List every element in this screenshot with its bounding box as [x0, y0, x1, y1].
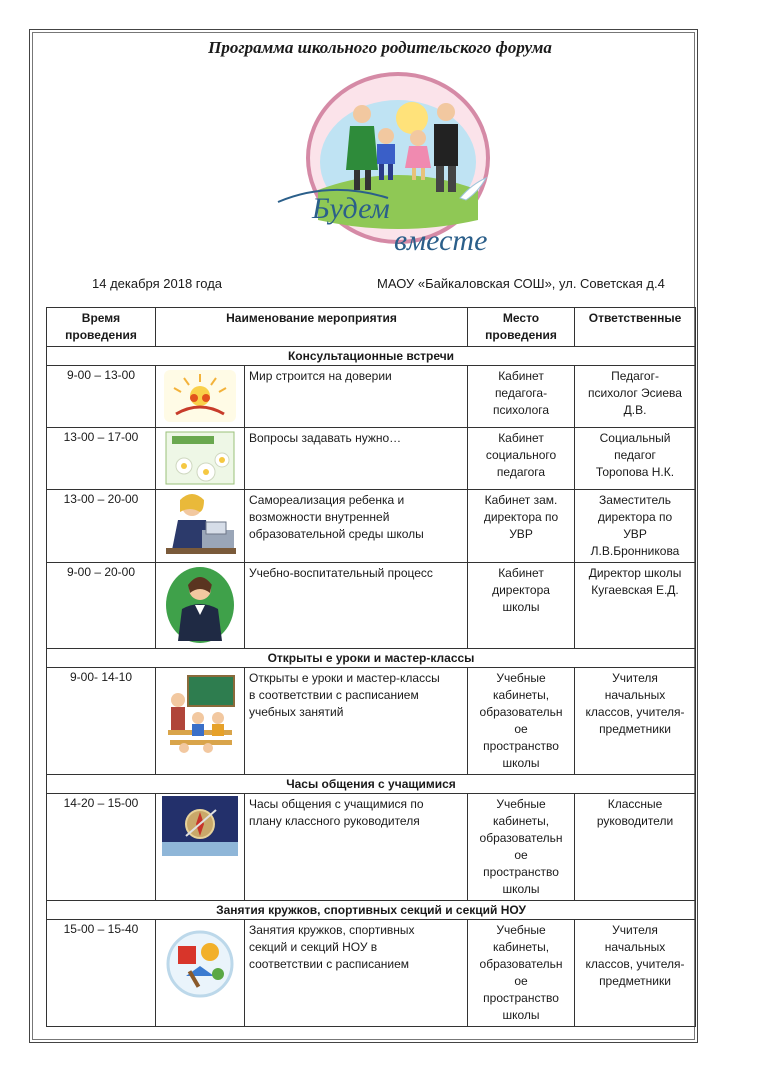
header-name: Наименование мероприятия: [156, 308, 468, 347]
row-event-name: Учебно-воспитательный процесс: [245, 563, 468, 649]
program-table: [46, 307, 696, 1027]
header-time: Время проведения: [47, 308, 156, 347]
row-responsible: Педагог- психолог Эсиева Д.В.: [575, 366, 696, 428]
row-time: 15-00 – 15-40: [47, 920, 156, 1027]
row-time: 9-00 – 13-00: [47, 366, 156, 428]
event-date: 14 декабря 2018 года: [92, 276, 223, 291]
row-place: Учебные кабинеты, образовательн ое пространство школы: [468, 920, 575, 1027]
hobby-items-image: [162, 922, 238, 998]
trust-emblem-image: [162, 368, 238, 424]
table-row: [47, 563, 696, 649]
row-event-name: Открыты е уроки и мастер-классы в соответствии с расписанием учебных занятий: [245, 668, 468, 775]
row-time: 14-20 – 15-00: [47, 794, 156, 901]
section-row: [47, 347, 696, 366]
section-row: [47, 649, 696, 668]
compass-globe-image: [162, 796, 238, 856]
table-row: [47, 668, 696, 775]
classroom-image: [162, 670, 238, 756]
director-portrait-image: [162, 565, 238, 645]
row-time: 9-00- 14-10: [47, 668, 156, 775]
row-place: Кабинет педагога- психолога: [468, 366, 575, 428]
table-row: [47, 920, 696, 1027]
row-responsible: Учителя начальных классов, учителя- предметники: [575, 668, 696, 775]
header-responsible: Ответственные: [575, 308, 696, 347]
table-row: [47, 366, 696, 428]
row-place: Учебные кабинеты, образовательн ое пространство школы: [468, 668, 575, 775]
section-title: Часы общения с учащимися: [47, 775, 696, 794]
logo-text-line-1: Будем: [312, 192, 390, 225]
row-time: 9-00 – 20-00: [47, 563, 156, 649]
row-responsible: Заместитель директора по УВР Л.В.Бронникова: [575, 490, 696, 563]
row-event-name: Самореализация ребенка и возможности внутренней образовательной среды школы: [245, 490, 468, 563]
table-row: [47, 794, 696, 901]
section-row: [47, 775, 696, 794]
row-event-name: Часы общения с учащимися по плану классного руководителя: [245, 794, 468, 901]
row-place: Кабинет директора школы: [468, 563, 575, 649]
flowers-card-image: [162, 430, 238, 486]
section-row: [47, 901, 696, 920]
row-responsible: Директор школы Кугаевская Е.Д.: [575, 563, 696, 649]
row-time: 13-00 – 20-00: [47, 490, 156, 563]
table-header-row: [47, 308, 696, 347]
forum-logo: [270, 70, 520, 270]
row-place: Учебные кабинеты, образовательн ое пространство школы: [468, 794, 575, 901]
document-title: Программа школьного родительского форума: [208, 38, 552, 57]
table-row: [47, 428, 696, 490]
table-row: [47, 490, 696, 563]
row-event-name: Вопросы задавать нужно…: [245, 428, 468, 490]
row-event-name: Занятия кружков, спортивных секций и секций НОУ в соответствии с расписанием: [245, 920, 468, 1027]
row-place: Кабинет социального педагога: [468, 428, 575, 490]
row-event-name: Мир строится на доверии: [245, 366, 468, 428]
section-title: Открыты е уроки и мастер-классы: [47, 649, 696, 668]
row-time: 13-00 – 17-00: [47, 428, 156, 490]
row-responsible: Социальный педагог Торопова Н.К.: [575, 428, 696, 490]
row-responsible: Классные руководители: [575, 794, 696, 901]
logo-text-line-2: вместе: [394, 224, 488, 257]
section-title: Занятия кружков, спортивных секций и секций НОУ: [47, 901, 696, 920]
event-location: МАОУ «Байкаловская СОШ», ул. Советская д.4: [377, 276, 665, 291]
header-place: Место проведения: [468, 308, 575, 347]
section-title: Консультационные встречи: [47, 347, 696, 366]
row-responsible: Учителя начальных классов, учителя- предметники: [575, 920, 696, 1027]
row-place: Кабинет зам. директора по УВР: [468, 490, 575, 563]
teacher-at-desk-image: [162, 492, 238, 558]
